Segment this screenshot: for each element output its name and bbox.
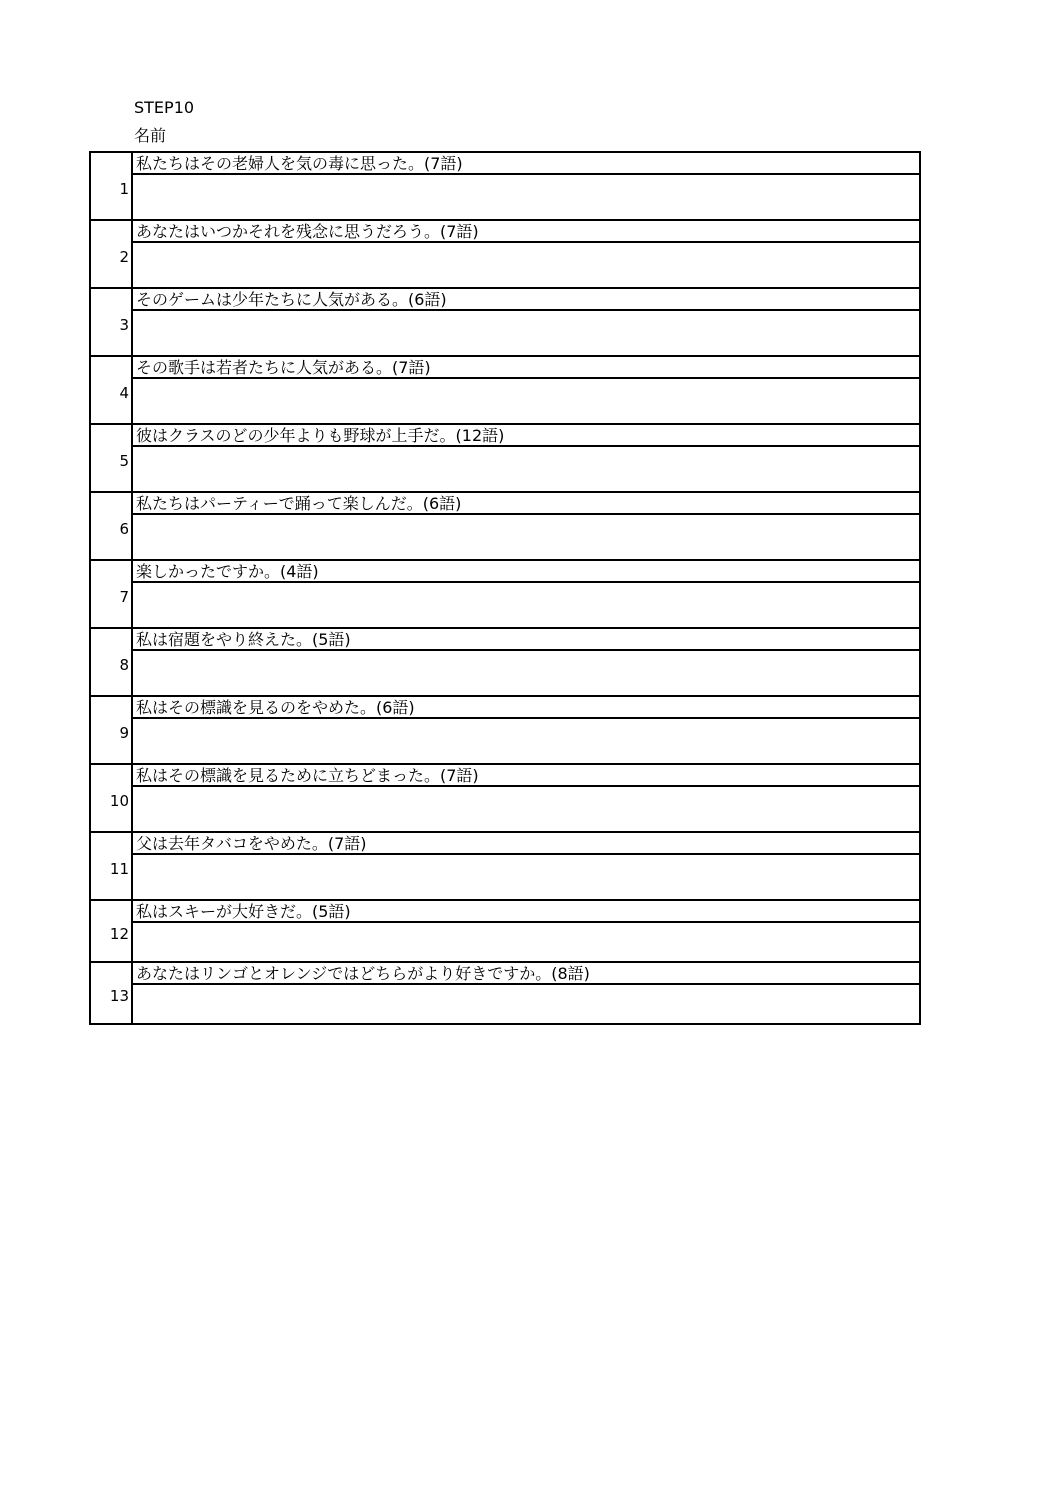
question-prompt: 楽しかったですか。(4語) bbox=[132, 560, 920, 582]
question-prompt: 私たちはその老婦人を気の毒に思った。(7語) bbox=[132, 152, 920, 174]
question-row-9 bbox=[90, 696, 920, 718]
answer-cell[interactable] bbox=[132, 854, 920, 900]
question-number: 10 bbox=[90, 764, 132, 832]
answer-cell[interactable] bbox=[132, 174, 920, 220]
question-prompt: あなたはリンゴとオレンジではどちらがより好きですか。(8語) bbox=[132, 962, 920, 984]
question-row-8 bbox=[90, 628, 920, 650]
answer-cell[interactable] bbox=[132, 242, 920, 288]
answer-cell[interactable] bbox=[132, 514, 920, 560]
question-row-2 bbox=[90, 220, 920, 242]
question-number: 12 bbox=[90, 900, 132, 962]
answer-cell[interactable] bbox=[132, 650, 920, 696]
question-number: 3 bbox=[90, 288, 132, 356]
question-prompt: 私たちはパーティーで踊って楽しんだ。(6語) bbox=[132, 492, 920, 514]
answer-cell[interactable] bbox=[132, 718, 920, 764]
question-row-6 bbox=[90, 492, 920, 514]
question-prompt: 父は去年タバコをやめた。(7語) bbox=[132, 832, 920, 854]
question-prompt: 私はスキーが大好きだ。(5語) bbox=[132, 900, 920, 922]
answer-cell[interactable] bbox=[132, 310, 920, 356]
name-label: 名前 bbox=[134, 126, 167, 145]
question-number: 1 bbox=[90, 152, 132, 220]
question-row-11 bbox=[90, 832, 920, 854]
question-row-1 bbox=[90, 152, 920, 174]
question-prompt: 私はその標識を見るのをやめた。(6語) bbox=[132, 696, 920, 718]
question-row-13 bbox=[90, 962, 920, 984]
answer-cell[interactable] bbox=[132, 378, 920, 424]
question-prompt: その歌手は若者たちに人気がある。(7語) bbox=[132, 356, 920, 378]
question-row-3 bbox=[90, 288, 920, 310]
question-row-4 bbox=[90, 356, 920, 378]
question-prompt: 私は宿題をやり終えた。(5語) bbox=[132, 628, 920, 650]
question-number: 11 bbox=[90, 832, 132, 900]
question-number: 6 bbox=[90, 492, 132, 560]
question-number: 2 bbox=[90, 220, 132, 288]
question-prompt: あなたはいつかそれを残念に思うだろう。(7語) bbox=[132, 220, 920, 242]
step-title: STEP10 bbox=[134, 98, 195, 117]
question-prompt: 彼はクラスのどの少年よりも野球が上手だ。(12語) bbox=[132, 424, 920, 446]
question-row-5 bbox=[90, 424, 920, 446]
question-number: 13 bbox=[90, 962, 132, 1024]
answer-cell[interactable] bbox=[132, 446, 920, 492]
answer-cell[interactable] bbox=[132, 984, 920, 1024]
question-number: 4 bbox=[90, 356, 132, 424]
question-prompt: そのゲームは少年たちに人気がある。(6語) bbox=[132, 288, 920, 310]
answer-cell[interactable] bbox=[132, 582, 920, 628]
answer-cell[interactable] bbox=[132, 786, 920, 832]
question-number: 7 bbox=[90, 560, 132, 628]
question-row-7 bbox=[90, 560, 920, 582]
question-row-12 bbox=[90, 900, 920, 922]
question-number: 5 bbox=[90, 424, 132, 492]
worksheet-table bbox=[89, 151, 921, 1025]
question-row-10 bbox=[90, 764, 920, 786]
question-number: 8 bbox=[90, 628, 132, 696]
question-prompt: 私はその標識を見るために立ちどまった。(7語) bbox=[132, 764, 920, 786]
question-number: 9 bbox=[90, 696, 132, 764]
answer-cell[interactable] bbox=[132, 922, 920, 962]
